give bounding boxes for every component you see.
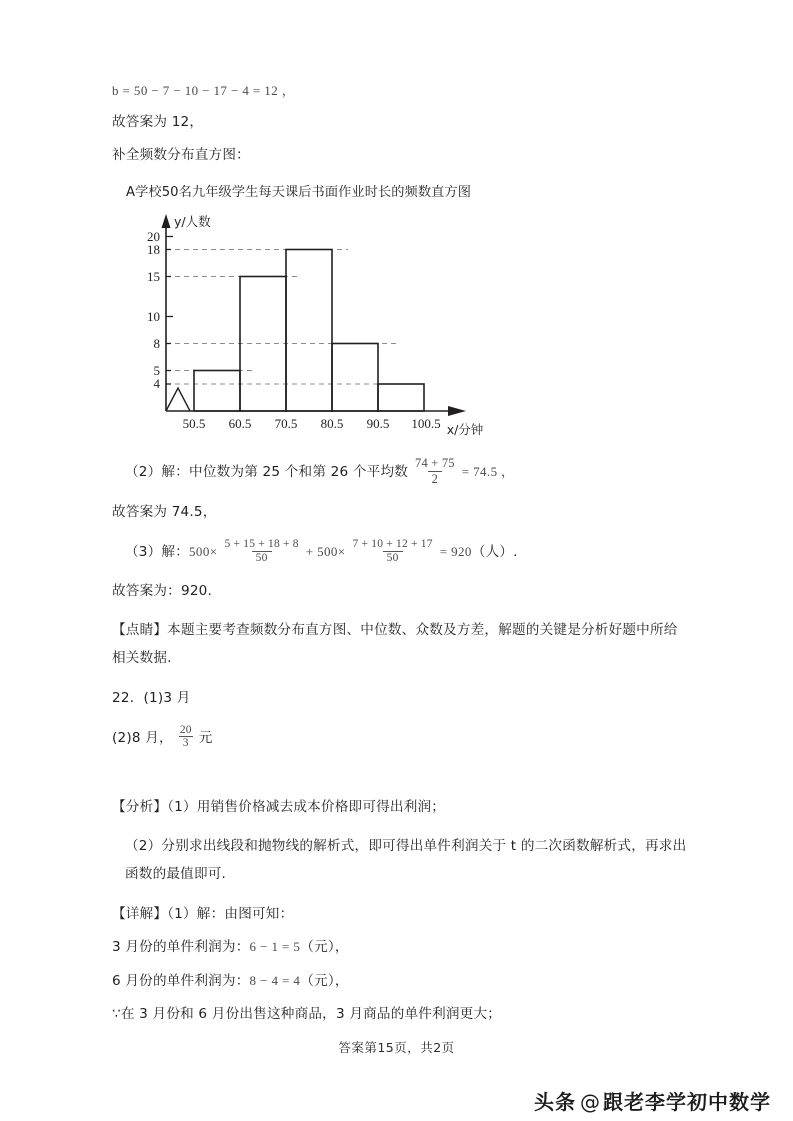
x-tick-labels: [183, 416, 441, 431]
watermark: [534, 1086, 771, 1115]
q22-analysis-heading: 【分析】（1）用销售价格减去成本价格即可得出利润；: [112, 798, 446, 815]
x-tick-label: 70.5: [274, 416, 298, 432]
march-profit-unit: （元），: [300, 939, 349, 956]
part3-solution: [112, 539, 687, 566]
fraction-denominator: 2: [428, 471, 442, 486]
bar: [286, 250, 332, 412]
frequency-histogram: [112, 181, 687, 444]
y-tick-label: 8: [153, 336, 160, 352]
answer-median-text: 故答案为 74.5，: [112, 504, 217, 521]
q22-answer-1: (1)3 月: [143, 690, 191, 707]
march-profit-equation: 6 − 1 = 5: [249, 939, 301, 955]
section-spacer: [112, 771, 687, 801]
y-ticks: [166, 237, 173, 385]
q22-conclusion: ∵在 3 月份和 6 月份出售这种商品，3 月商品的单件利润更大；: [112, 1005, 502, 1022]
june-profit-prefix: 6 月份的单件利润为：: [112, 973, 250, 990]
watermark-prefix: 头条: [534, 1090, 576, 1114]
part3-term1: 500×: [189, 543, 218, 559]
gridlines: [166, 250, 396, 385]
part3-fraction-2: [349, 538, 437, 565]
y-tick-label: 10: [147, 309, 160, 325]
q22-heading: [112, 692, 687, 706]
x-tick-label: 90.5: [366, 416, 390, 432]
fraction-denominator: 50: [383, 551, 403, 565]
fraction-numerator: 74 + 75: [415, 456, 455, 471]
june-profit-unit: （元），: [300, 973, 349, 990]
bar: [194, 371, 240, 412]
q22-answer-2-unit: 元: [198, 729, 213, 746]
y-tick-label: 15: [147, 269, 160, 285]
fill-histogram-instruction: 补全频数分布直方图：: [112, 146, 250, 163]
bar: [332, 344, 378, 412]
q22-answer-2-prefix: (2)8 月，: [112, 729, 173, 746]
q22-answer-2: [112, 725, 687, 752]
histogram-bars: [194, 250, 424, 412]
chart-canvas: [120, 206, 500, 444]
equation-b: b = 50 − 7 − 10 − 17 − 4 = 12 ，: [112, 83, 296, 98]
part3-result: = 920: [439, 543, 472, 559]
price-fraction: [176, 724, 196, 751]
part3-unit: （人）.: [471, 543, 518, 560]
x-tick-label: 50.5: [182, 416, 206, 432]
x-tick-label: 80.5: [320, 416, 344, 432]
bar: [378, 384, 424, 411]
median-fraction: [411, 457, 459, 486]
fraction-denominator: 50: [252, 551, 272, 565]
x-axis-label: x/分钟: [446, 422, 484, 438]
q22-detail-heading: 【详解】（1）解：由图可知：: [112, 905, 294, 922]
part2-prefix: （2）解：中位数为第 25 个和第 26 个平均数: [125, 464, 409, 481]
axis-break-zigzag: [166, 388, 190, 411]
page-content: [112, 84, 687, 1040]
y-tick-label: 5: [153, 363, 160, 379]
fraction-numerator: 7 + 10 + 12 + 17: [352, 537, 433, 550]
y-tick-labels: [147, 229, 161, 391]
watermark-at-symbol: @: [580, 1090, 601, 1114]
x-tick-label: 60.5: [228, 416, 252, 432]
part3-fraction-1: [220, 538, 302, 565]
y-tick-label: 18: [147, 242, 160, 258]
part3-term2: + 500×: [305, 543, 346, 559]
chart-title: A学校50名九年级学生每天课后书面作业时长的频数直方图: [126, 185, 471, 201]
y-tick-label: 20: [147, 229, 160, 245]
june-profit-equation: 8 − 4 = 4: [249, 973, 301, 989]
y-axis-label: y/人数: [174, 214, 211, 230]
y-tick-label: 4: [153, 376, 160, 392]
part2-result: = 74.5 ，: [461, 464, 515, 480]
q22-number: 22．: [112, 690, 144, 707]
june-profit-line: [112, 974, 687, 989]
part3-prefix: （3）解：: [125, 543, 190, 560]
page-footer: 答案第15页，共2页: [338, 1040, 455, 1055]
part2-solution: [112, 458, 687, 487]
x-tick-label: 100.5: [411, 416, 441, 432]
fraction-denominator: 3: [179, 736, 193, 750]
fraction-numerator: 5 + 15 + 18 + 8: [224, 537, 299, 550]
dianjing-note: 【点睛】本题主要考查频数分布直方图、中位数、众数及方差，解题的关键是分析好题中所给相关数据.: [112, 622, 678, 667]
answer-920-text: 故答案为：920.: [112, 582, 213, 599]
y-axis: [162, 214, 171, 411]
q22-analysis-step2: （2）分别求出线段和抛物线的解析式，即可得出单件利润关于 t 的二次函数解析式，再求出函数的最值即可.: [125, 838, 687, 882]
fraction-numerator: 20: [179, 723, 192, 736]
answer-b-text: 故答案为 12，: [112, 114, 204, 130]
march-profit-prefix: 3 月份的单件利润为：: [112, 939, 250, 956]
watermark-handle: 跟老李学初中数学: [603, 1090, 771, 1114]
march-profit-line: [112, 940, 687, 955]
histogram-svg: [120, 206, 500, 438]
bar: [240, 277, 286, 412]
